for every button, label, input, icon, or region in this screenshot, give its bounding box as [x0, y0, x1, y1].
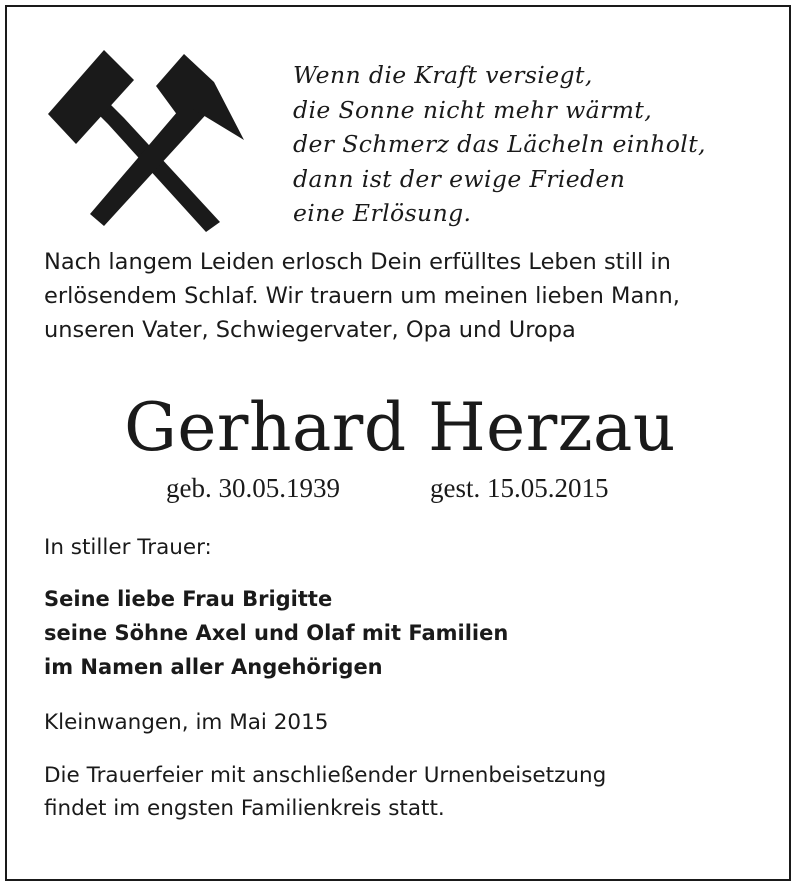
deceased-name: Gerhard Herzau: [124, 389, 676, 466]
intro-line: erlösendem Schlaf. Wir trauern um meinen lieben Mann,: [44, 283, 680, 309]
poem: [293, 58, 706, 231]
poem-line: die Sonne nicht mehr wärmt,: [293, 95, 653, 124]
funeral-line: Die Trauerfeier mit anschließender Urnenbeisetzung: [44, 763, 607, 788]
funeral-line: findet im engsten Familienkreis statt.: [44, 796, 445, 821]
poem-line: dann ist der ewige Frieden: [293, 164, 626, 193]
birth-date: geb. 30.05.1939: [166, 473, 340, 503]
mourner-line: seine Söhne Axel und Olaf mit Familien: [44, 621, 509, 645]
mourners-heading: In stiller Trauer:: [44, 535, 212, 560]
hammer-and-pick-icon: [44, 44, 249, 234]
intro-text: [44, 245, 680, 347]
place-and-date: Kleinwangen, im Mai 2015: [44, 710, 329, 735]
mourners-list: [44, 582, 508, 684]
funeral-note: [44, 759, 606, 825]
death-date: gest. 15.05.2015: [430, 473, 609, 503]
intro-line: unseren Vater, Schwiegervater, Opa und Uropa: [44, 317, 576, 343]
mourner-line: Seine liebe Frau Brigitte: [44, 587, 333, 611]
poem-line: der Schmerz das Lächeln einholt,: [293, 130, 706, 158]
poem-line: eine Erlösung.: [293, 199, 472, 227]
intro-line: Nach langem Leiden erlosch Dein erfülltes Leben still in: [44, 249, 671, 275]
poem-line: Wenn die Kraft versiegt,: [293, 61, 593, 89]
mourner-line: im Namen aller Angehörigen: [44, 655, 383, 679]
